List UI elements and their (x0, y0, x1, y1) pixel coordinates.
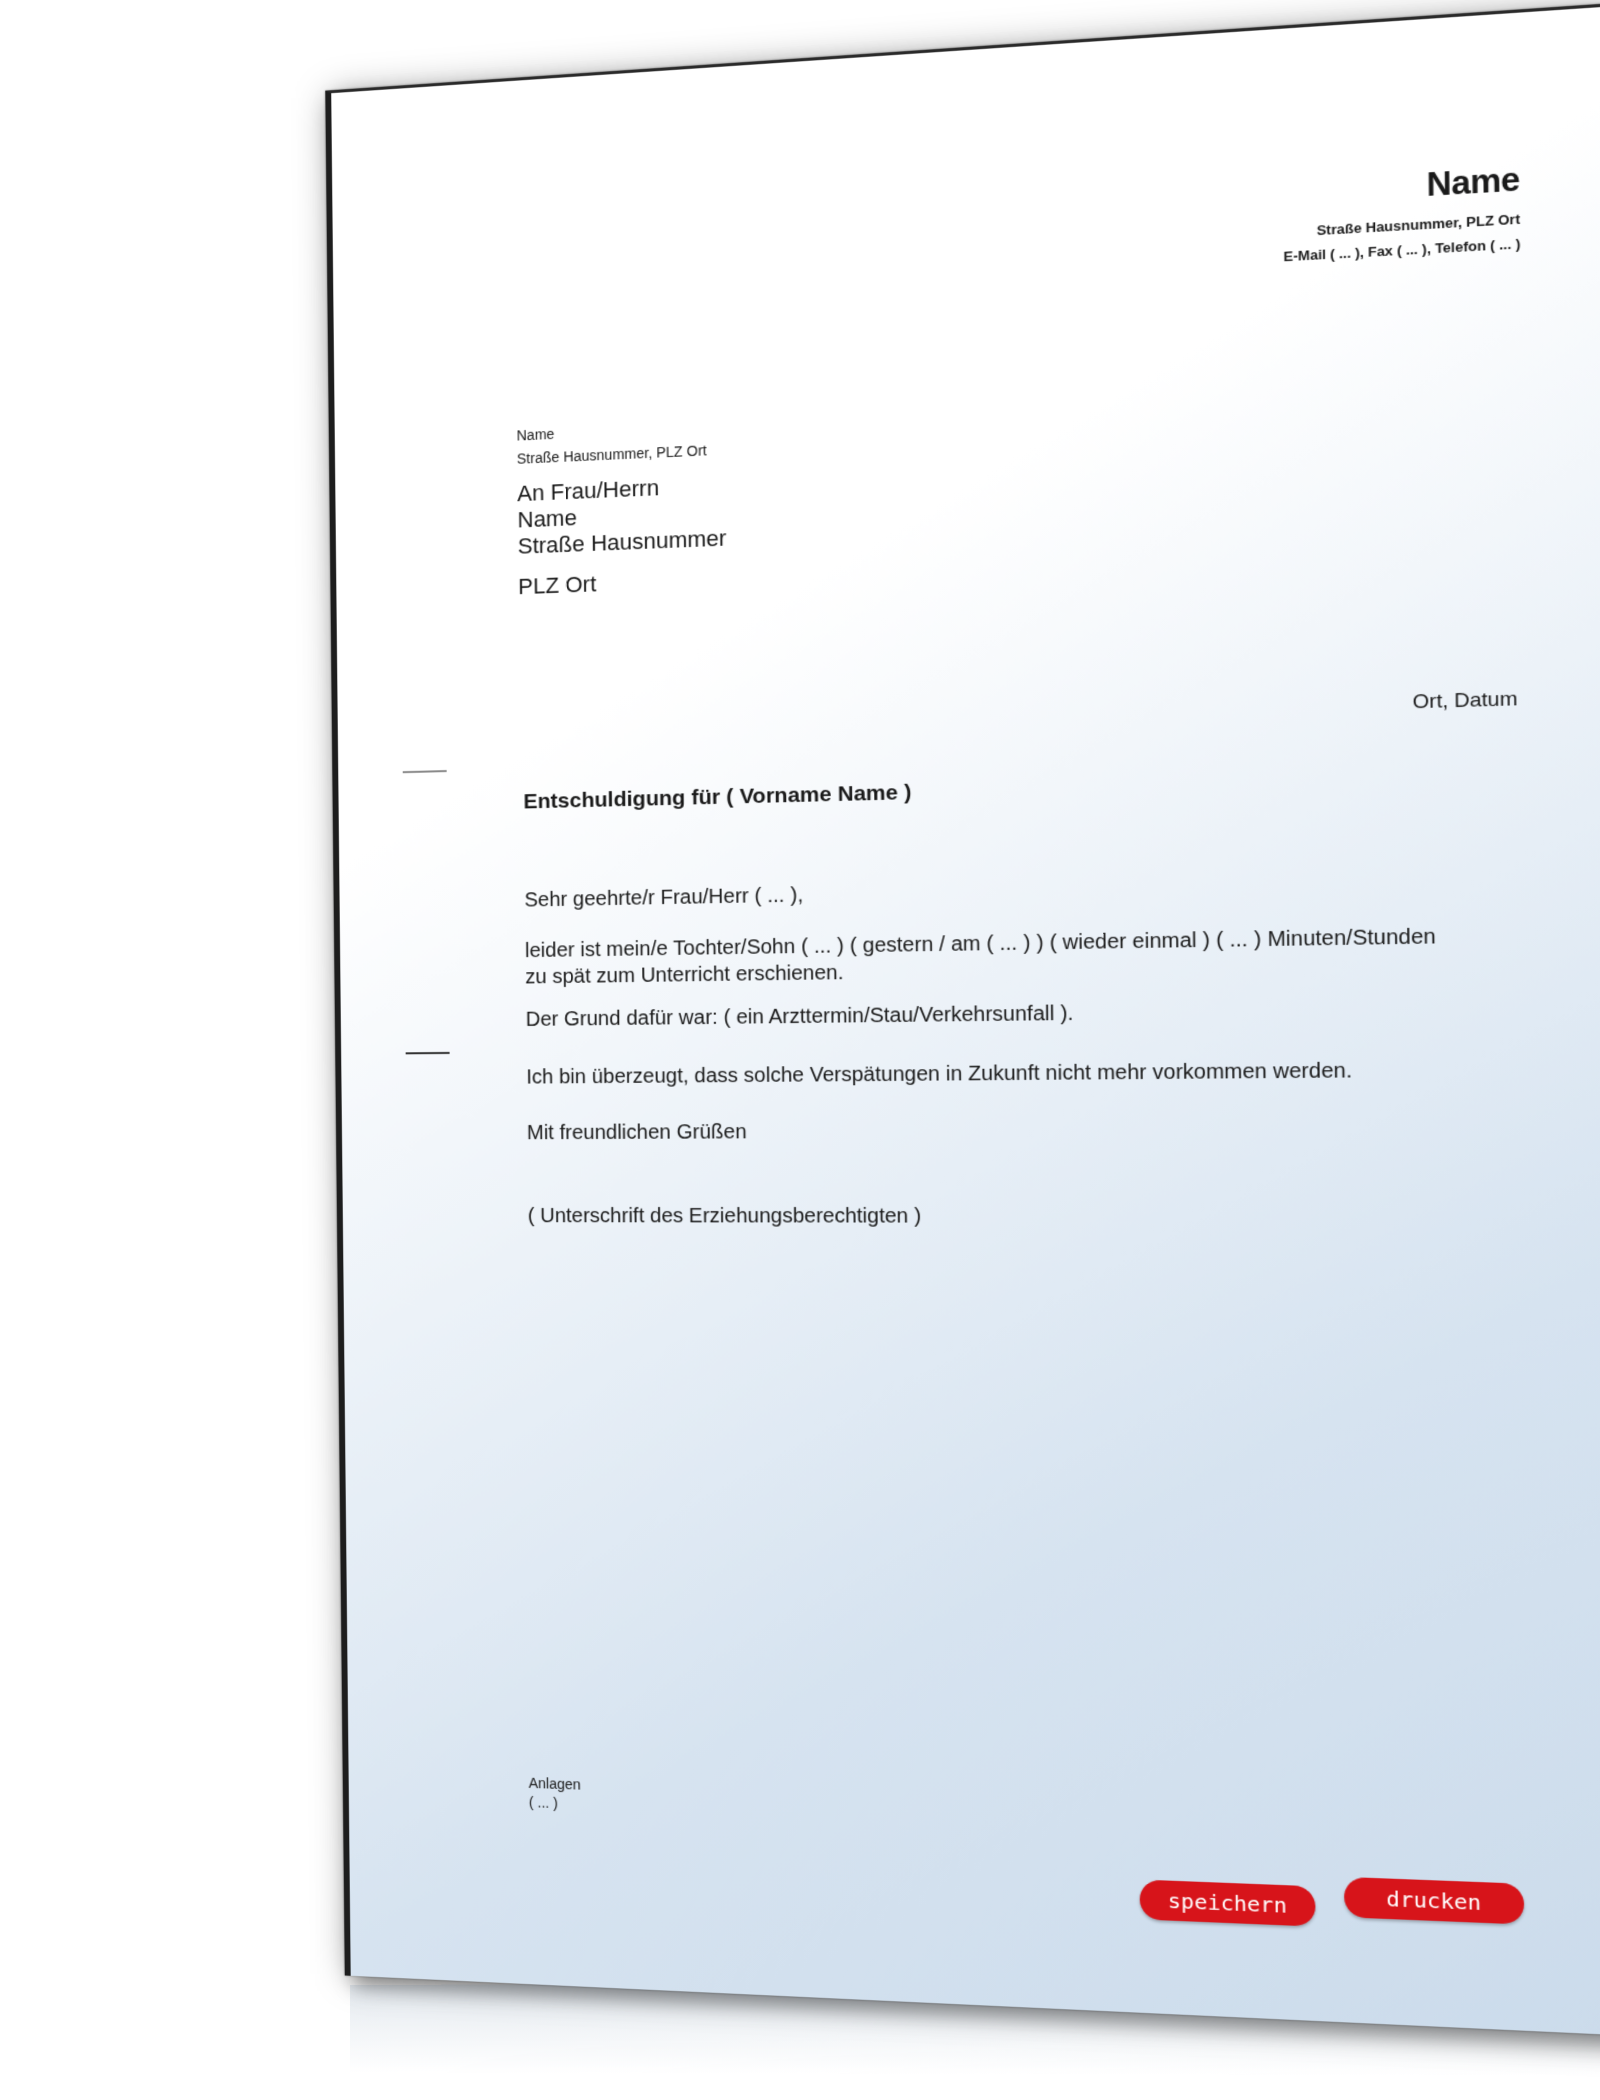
sender-contact: E-Mail ( ... ), Fax ( ... ), Telefon ( ... ) (1283, 235, 1521, 265)
recipient-street: Straße Hausnummer (517, 525, 727, 559)
place-date: Ort, Datum (1412, 688, 1518, 714)
letter-subject: Entschuldigung für ( Vorname Name ) (523, 780, 912, 814)
letter-salutation: Sehr geehrte/r Frau/Herr ( ... ), (524, 884, 804, 912)
print-button[interactable]: drucken (1344, 1877, 1524, 1925)
recipient-name: Name (517, 504, 578, 533)
recipient-block (517, 472, 727, 560)
sender-address: Straße Hausnummer, PLZ Ort (1316, 210, 1521, 239)
attachments-value: ( ... ) (528, 1793, 559, 1812)
signature-placeholder: ( Unterschrift des Erziehungsberechtigten ) (527, 1204, 922, 1228)
attachments-label: Anlagen (528, 1774, 581, 1793)
letter-sheet (325, 3, 1600, 2037)
return-address-name: Name (516, 425, 555, 444)
recipient-zip-city: PLZ Ort (518, 571, 597, 600)
body-paragraph-1: leider ist mein/e Tochter/Sohn ( ... ) ( gestern / am ( ... ) ) ( wieder einmal ) ( ... ) Minuten/Stunden zu spät zum Unterricht erschienen. (524, 925, 1436, 989)
fold-mark-middle (406, 1052, 450, 1054)
fold-mark-top (403, 770, 447, 773)
letter-closing: Mit freundlichen Grüßen (526, 1120, 747, 1145)
save-button[interactable]: speichern (1140, 1879, 1316, 1926)
recipient-salutation-line: An Frau/Herrn (517, 474, 660, 507)
sender-name: Name (1426, 160, 1520, 204)
return-address-line: Straße Hausnummer, PLZ Ort (516, 442, 707, 467)
body-paragraph-3: Ich bin überzeugt, dass solche Verspätungen in Zukunft nicht mehr vorkommen werden. (526, 1059, 1353, 1089)
body-paragraph-2: Der Grund dafür war: ( ein Arzttermin/Stau/Verkehrsunfall ). (525, 1002, 1074, 1031)
